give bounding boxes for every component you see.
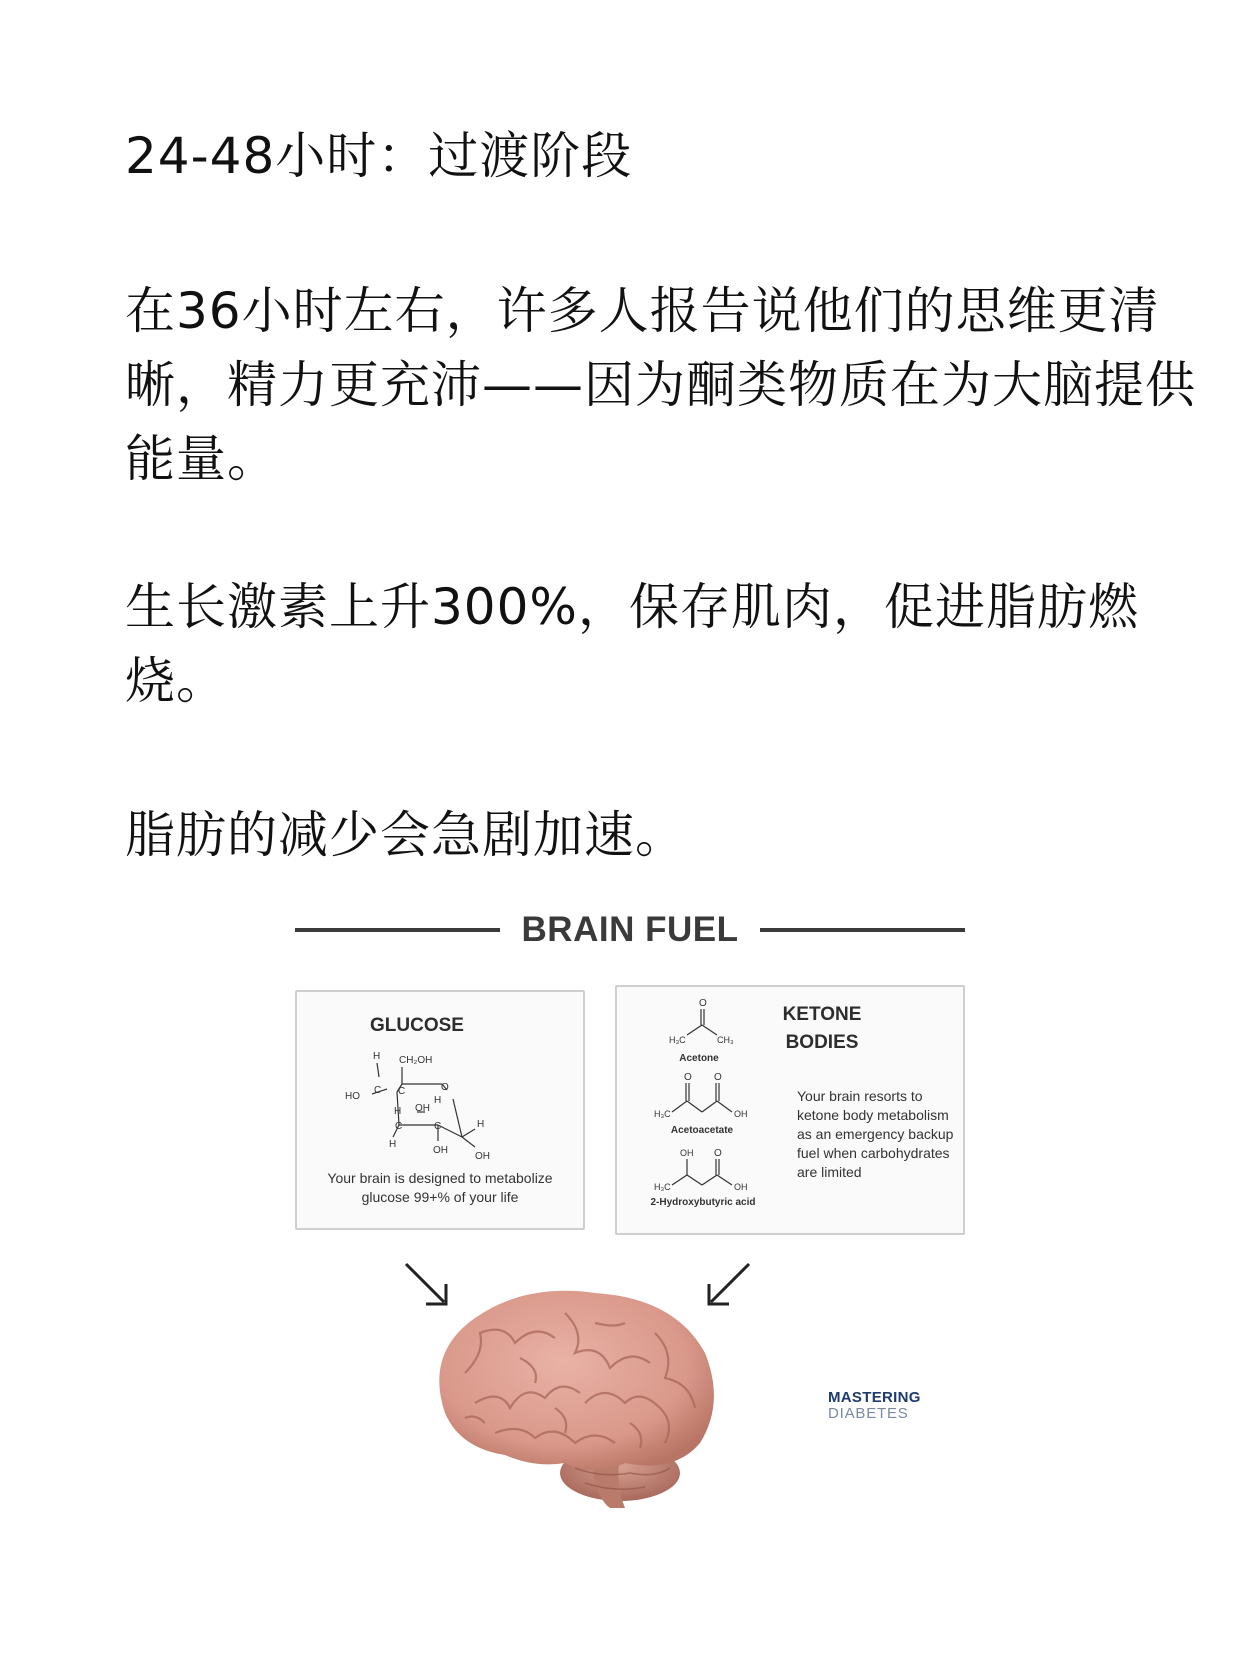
infographic-title: BRAIN FUEL	[521, 910, 739, 949]
glucose-label-h-bottom: H	[389, 1139, 397, 1150]
ketone-caption: Your brain resorts to ketone body metabolism as an emergency backup fuel when carbohydrates are limited	[797, 1088, 954, 1180]
infographic-title-row	[295, 900, 965, 960]
glucose-label-h-mid: H	[434, 1095, 442, 1106]
hydroxybutyric-name: 2-Hydroxybutyric acid	[650, 1197, 756, 1208]
title-rule-right	[760, 928, 965, 932]
ketone-structures-diagram	[617, 987, 797, 1232]
paragraph-ketones: 在36小时左右，许多人报告说他们的思维更清晰，精力更充沛——因为酮类物质在为大脑提供能量。	[125, 282, 1196, 488]
glucose-panel	[295, 990, 585, 1230]
glucose-label-oh-bottom: OH	[433, 1145, 448, 1156]
acetoacetate-label-oh: OH	[734, 1109, 748, 1119]
acetoacetate-name: Acetoacetate	[670, 1125, 734, 1136]
glucose-label-ho: HO	[345, 1091, 360, 1102]
hydroxybutyric-label-o: O	[714, 1148, 722, 1159]
paragraph-fat-loss: 脂肪的减少会急剧加速。	[125, 806, 686, 864]
article-text	[125, 118, 1215, 872]
glucose-structure-diagram	[297, 1047, 587, 1167]
acetone-label-o: O	[699, 998, 707, 1009]
acetone-label-ch3: CH₃	[717, 1035, 734, 1045]
ketone-title: KETONE BODIES	[782, 1004, 862, 1053]
acetone-name: Acetone	[679, 1053, 719, 1064]
paragraph-growth-hormone: 生长激素上升300%，保存肌肉，促进脂肪燃烧。	[125, 578, 1139, 710]
brain-fuel-infographic	[280, 900, 980, 1520]
brand-line-2: DIABETES	[828, 1405, 909, 1422]
glucose-label-c3: C	[395, 1121, 403, 1132]
hydroxybutyric-label-h3c: H₃C	[654, 1182, 671, 1192]
glucose-title: GLUCOSE	[370, 1015, 464, 1036]
section-heading: 24-48小时：过渡阶段	[125, 127, 633, 185]
brain-illustration	[425, 1283, 725, 1513]
glucose-label-o: O	[441, 1082, 449, 1093]
glucose-label-h-top: H	[373, 1051, 381, 1062]
glucose-label-c4: C	[434, 1121, 442, 1132]
acetone-label-h3c: H₃C	[669, 1035, 686, 1045]
glucose-label-h-right: H	[477, 1119, 485, 1130]
title-rule-left	[295, 928, 500, 932]
glucose-label-oh-mid: OH	[415, 1103, 430, 1114]
acetoacetate-label-o1: O	[684, 1072, 692, 1083]
acetoacetate-label-o2: O	[714, 1072, 722, 1083]
mastering-diabetes-logo	[828, 1390, 921, 1422]
glucose-label-c1: C	[374, 1085, 382, 1096]
glucose-label-oh-right: OH	[475, 1151, 490, 1162]
glucose-label-h-left: H	[394, 1106, 402, 1117]
glucose-label-c2: C	[398, 1086, 406, 1097]
hydroxybutyric-label-oh: OH	[734, 1182, 748, 1192]
brand-line-1: MASTERING	[828, 1389, 921, 1406]
glucose-label-ch2oh: CH₂OH	[399, 1055, 433, 1066]
acetoacetate-label-h3c: H₃C	[654, 1109, 671, 1119]
ketone-panel	[615, 985, 965, 1235]
glucose-caption: Your brain is designed to metabolize glucose 99+% of your life	[327, 1170, 553, 1205]
hydroxybutyric-label-oh-top: OH	[680, 1148, 694, 1158]
